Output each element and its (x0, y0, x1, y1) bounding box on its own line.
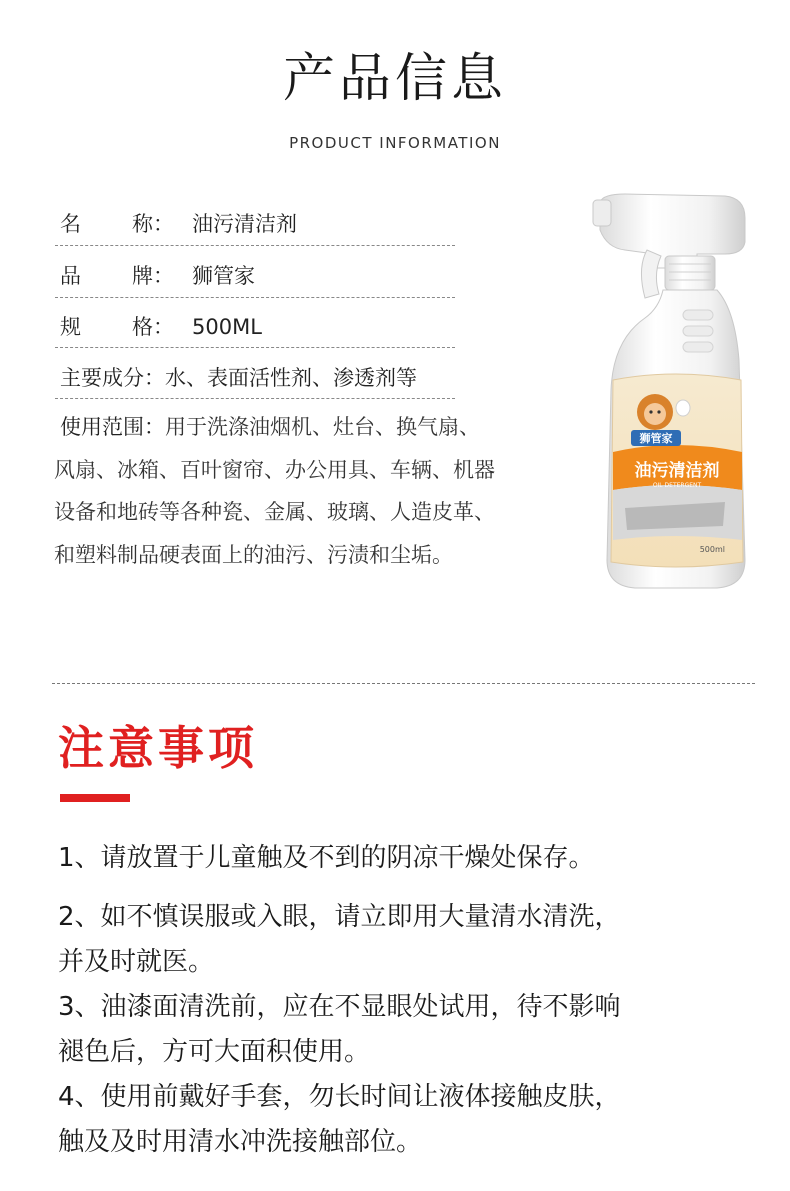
spec-value: 500ML (192, 315, 262, 339)
usage-line: 用于洗涤油烟机、灶台、换气扇、 (165, 415, 480, 439)
spec-key-a: 品 (60, 264, 81, 288)
bottle-product-name: 油污清洁剂 (634, 461, 720, 481)
usage-label: 使用范围： (60, 415, 165, 439)
dashed-separator (55, 398, 455, 399)
bottle-brand-text: 狮管家 (639, 432, 673, 445)
spec-key: 主要成分： (60, 366, 165, 390)
spec-value: 水、表面活性剂、渗透剂等 (165, 366, 417, 390)
bottle-volume: 500ml (699, 545, 725, 554)
notice-item (58, 836, 748, 881)
notice-item (58, 895, 748, 985)
spray-bottle-illustration (585, 190, 765, 595)
notice-item (58, 1075, 748, 1165)
product-bottle-image (585, 190, 765, 595)
notice-title-underline (60, 794, 130, 802)
usage-line: 设备和地砖等各种瓷、金属、玻璃、人造皮革、 (54, 500, 495, 524)
dashed-separator (55, 347, 455, 348)
usage-line: 和塑料制品硬表面上的油污、污渍和尘垢。 (54, 542, 453, 567)
usage-section (54, 406, 579, 576)
notice-item (58, 985, 748, 1075)
dashed-separator (55, 297, 455, 298)
spec-key-a: 规 (60, 315, 81, 339)
bottle-product-name-en: OIL DETERGENT (652, 482, 702, 489)
spec-key-b: 格： (132, 315, 174, 339)
notice-item-line: 2、如不慎误服或入眼，请立即用大量清水清洗， (58, 902, 621, 932)
spec-row-brand (60, 260, 255, 290)
notice-list (58, 836, 748, 1165)
notice-item-line: 触及及时用清水冲洗接触部位。 (58, 1127, 423, 1157)
spec-value: 油污清洁剂 (192, 212, 297, 236)
usage-first-line (54, 406, 579, 449)
page-title: 产品信息 (282, 49, 507, 109)
notice-item-line: 褪色后，方可大面积使用。 (58, 1037, 371, 1067)
notice-title: 注意事项 (58, 721, 258, 775)
dashed-separator (55, 245, 455, 246)
spec-key-b: 称： (132, 212, 174, 236)
usage-line: 风扇、冰箱、百叶窗帘、办公用具、车辆、机器 (54, 457, 495, 482)
page-subtitle: PRODUCT INFORMATION (289, 134, 501, 152)
spec-row-volume (60, 311, 262, 341)
spec-row-name (60, 208, 297, 238)
notice-item-line: 4、使用前戴好手套，勿长时间让液体接触皮肤， (58, 1082, 621, 1112)
section-divider (52, 683, 755, 684)
notice-item-line: 并及时就医。 (58, 947, 215, 977)
spec-row-ingredients (60, 362, 417, 392)
notice-item-line: 3、油漆面清洗前，应在不显眼处试用，待不影响 (58, 992, 621, 1022)
notice-item-line: 1、请放置于儿童触及不到的阴凉干燥处保存。 (58, 843, 595, 873)
spec-key-a: 名 (60, 212, 81, 236)
spec-value: 狮管家 (192, 264, 255, 288)
spec-key-b: 牌： (132, 264, 174, 288)
